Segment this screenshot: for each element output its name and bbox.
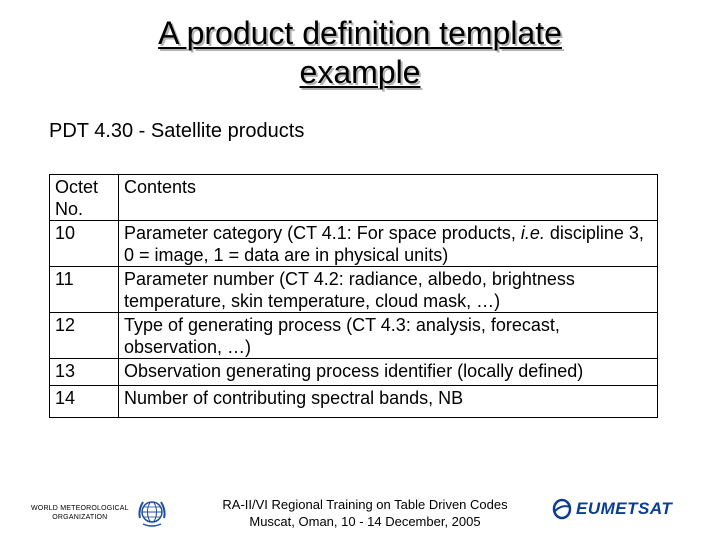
- contents-cell: Type of generating process (CT 4.3: analysis, forecast, observation, …): [119, 313, 658, 359]
- footer-event-line2: Muscat, Oman, 10 - 14 December, 2005: [249, 514, 481, 529]
- footer-event: [200, 496, 530, 530]
- octet-cell: 14: [50, 386, 119, 418]
- slide-title: [0, 14, 720, 92]
- contents-text: Parameter category (CT 4.1: For space products,: [124, 223, 521, 243]
- octet-table: [49, 174, 658, 418]
- octet-cell: 13: [50, 359, 119, 386]
- header-octet: Octet No.: [50, 175, 119, 221]
- contents-cell: Observation generating process identifier (locally defined): [119, 359, 658, 386]
- wmo-branding: [31, 496, 169, 530]
- eumetsat-branding: [552, 498, 672, 520]
- table-row: [50, 267, 658, 313]
- eumetsat-wordmark: EUMETSAT: [576, 499, 673, 518]
- slide-title-line2: example: [299, 54, 421, 90]
- eumetsat-logo-icon: [552, 498, 572, 520]
- table-header-row: [50, 175, 658, 221]
- wmo-name: [31, 504, 129, 522]
- wmo-name-line1: WORLD METEOROLOGICAL: [31, 505, 129, 512]
- table-row: [50, 313, 658, 359]
- octet-cell: 12: [50, 313, 119, 359]
- table-row: [50, 359, 658, 386]
- octet-cell: 11: [50, 267, 119, 313]
- footer-event-line1: RA-II/VI Regional Training on Table Driven Codes: [222, 497, 508, 512]
- contents-cell: Number of contributing spectral bands, NB: [119, 386, 658, 418]
- header-contents: Contents: [119, 175, 658, 221]
- octet-cell: 10: [50, 221, 119, 267]
- contents-emphasis: i.e.: [520, 223, 545, 243]
- wmo-emblem-icon: [135, 496, 169, 530]
- slide-title-line1: A product definition template: [158, 15, 562, 51]
- wmo-name-line2: ORGANIZATION: [52, 514, 108, 521]
- contents-cell: Parameter number (CT 4.2: radiance, albedo, brightness temperature, skin temperature, cloud mask, …): [119, 267, 658, 313]
- slide-subtitle: PDT 4.30 - Satellite products: [49, 120, 305, 142]
- contents-cell: [119, 221, 658, 267]
- table-row: [50, 386, 658, 418]
- contents-text: discipline 3, 0 = image, 1 = data are in physical units): [124, 223, 644, 265]
- table-row: [50, 221, 658, 267]
